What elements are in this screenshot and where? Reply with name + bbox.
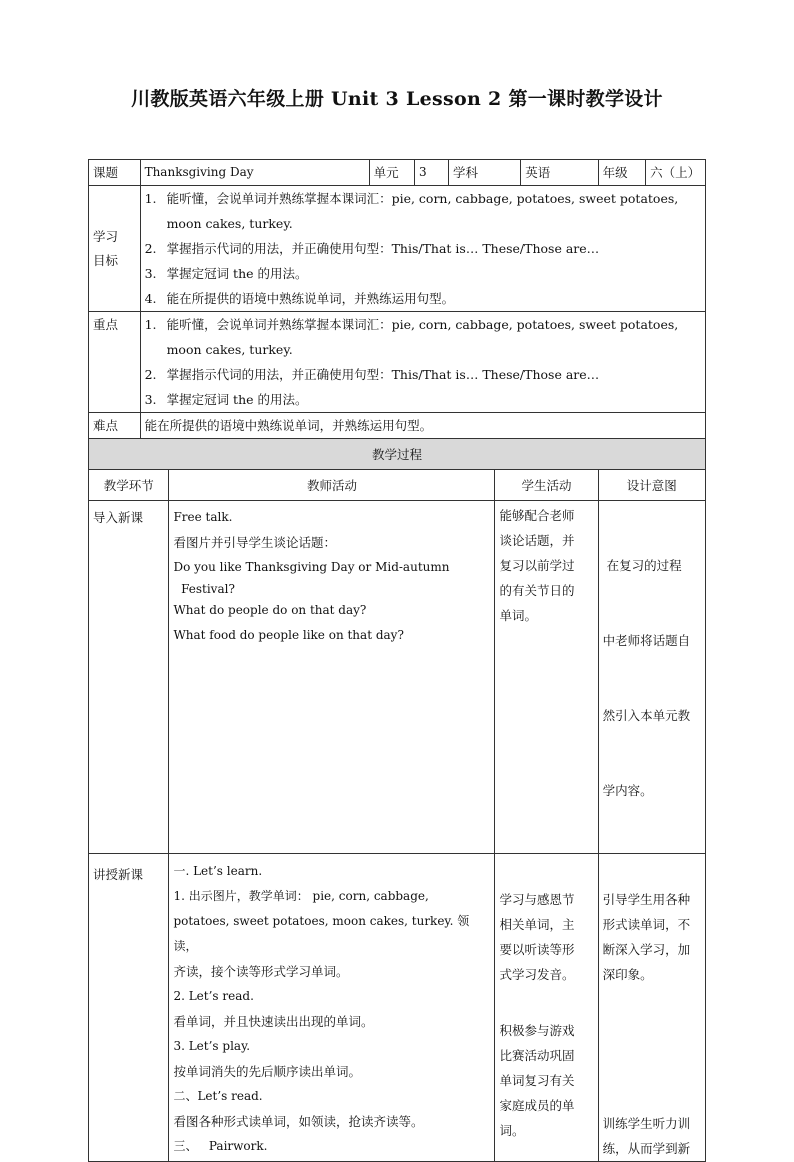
key-point-item-1: 1. 能听懂，会说单词并熟练掌握本课词汇：pie, corn, cabbage, potatoes, sweet potatoes, bbox=[145, 312, 701, 337]
unit-value: 3 bbox=[415, 160, 449, 186]
new-intent-line: 练，从而学到新 bbox=[602, 1141, 691, 1156]
new-teacher-line: 三、 Pairwork. bbox=[173, 1139, 268, 1153]
new-intent-line: 训练学生听力训 bbox=[602, 1116, 691, 1131]
new-student-line: 相关单词，主 bbox=[499, 917, 575, 932]
col-intent-header: 设计意图 bbox=[598, 470, 705, 501]
objective-item-3: 3. 掌握定冠词 the 的用法。 bbox=[145, 261, 701, 286]
new-teacher-line: 看图各种形式读单词，如领读，抢读齐读等。 bbox=[173, 1114, 424, 1129]
key-point-item-1-cont: moon cakes, turkey. bbox=[166, 342, 293, 357]
new-student-line: 词。 bbox=[499, 1123, 525, 1138]
objective-num: 4. bbox=[144, 291, 157, 306]
objective-item-4: 4. 能在所提供的语境中熟练说单词，并熟练运用句型。 bbox=[145, 286, 701, 311]
new-teacher-line: 看单词，并且快速读出出现的单词。 bbox=[173, 1014, 374, 1029]
new-teacher-line: 一. Let’s learn. bbox=[173, 864, 263, 878]
intro-student bbox=[495, 501, 598, 854]
intro-teacher-line: 看图片并引导学生谈论话题： bbox=[173, 535, 336, 550]
key-points-row bbox=[89, 312, 706, 413]
key-point-num: 1. bbox=[144, 317, 157, 332]
key-point-num: 2. bbox=[144, 367, 157, 382]
process-section-title: 教学过程 bbox=[89, 439, 706, 470]
intro-student-line: 能够配合老师 bbox=[499, 508, 575, 523]
key-point-item-3: 3. 掌握定冠词 the 的用法。 bbox=[145, 387, 701, 412]
new-teacher-line: potatoes, sweet potatoes, moon cakes, turkey. 领读， bbox=[173, 914, 470, 953]
new-student-line: 比赛活动巩固 bbox=[499, 1048, 575, 1063]
lesson-plan-table bbox=[88, 159, 706, 1162]
new-student bbox=[495, 854, 598, 1162]
key-point-num: 3. bbox=[144, 392, 157, 407]
col-student-header: 学生活动 bbox=[495, 470, 598, 501]
objective-item-1-cont: moon cakes, turkey. bbox=[166, 216, 293, 231]
topic-value: Thanksgiving Day bbox=[140, 160, 369, 186]
key-points-label: 重点 bbox=[89, 312, 141, 413]
process-section-row bbox=[89, 439, 706, 470]
intro-student-line: 的有关节日的 bbox=[499, 583, 575, 598]
col-stage-header: 教学环节 bbox=[89, 470, 169, 501]
grade-label: 年级 bbox=[598, 160, 645, 186]
intro-teacher-line: What food do people like on that day? bbox=[173, 628, 404, 642]
objective-item-1: 1. 能听懂，会说单词并熟练掌握本课词汇：pie, corn, cabbage, potatoes, sweet potatoes, bbox=[145, 186, 701, 211]
subject-value: 英语 bbox=[521, 160, 598, 186]
intro-intent bbox=[598, 501, 705, 854]
col-teacher-header: 教师活动 bbox=[169, 470, 495, 501]
new-stage: 讲授新课 bbox=[89, 854, 169, 1162]
page-title: 川教版英语六年级上册 Unit 3 Lesson 2 第一课时教学设计 bbox=[131, 88, 663, 110]
new-teacher-line: 2. Let’s read. bbox=[173, 989, 254, 1003]
intro-intent-line: 然引入本单元教 bbox=[602, 708, 691, 723]
objective-num: 2. bbox=[144, 241, 157, 256]
intro-teacher-line: Do you like Thanksgiving Day or Mid-autumn bbox=[173, 560, 450, 574]
difficulty-row bbox=[89, 413, 706, 439]
new-student-line: 单词复习有关 bbox=[499, 1073, 575, 1088]
grade-value: 六（上） bbox=[646, 160, 706, 186]
intro-intent-line: 学内容。 bbox=[602, 783, 653, 798]
new-teacher-line: 齐读，接个读等形式学习单词。 bbox=[173, 964, 349, 979]
new-intent-line: 深印象。 bbox=[602, 967, 653, 982]
intro-teacher bbox=[169, 501, 495, 854]
new-teacher bbox=[169, 854, 495, 1162]
intro-student-line: 谈论话题，并 bbox=[499, 533, 575, 548]
intro-student-line: 单词。 bbox=[499, 608, 537, 623]
intro-student-line: 复习以前学过 bbox=[499, 558, 575, 573]
header-row bbox=[89, 160, 706, 186]
new-teacher-line: 3. Let’s play. bbox=[173, 1039, 251, 1053]
new-student-line: 家庭成员的单 bbox=[499, 1098, 575, 1113]
objective-num: 1. bbox=[144, 191, 157, 206]
objective-num: 3. bbox=[144, 266, 157, 281]
new-teacher-line: 按单词消失的先后顺序读出单词。 bbox=[173, 1064, 361, 1079]
new-student-line: 学习与感恩节 bbox=[499, 892, 575, 907]
intro-teacher-line: Free talk. bbox=[173, 510, 233, 524]
difficulty-label: 难点 bbox=[89, 413, 141, 439]
process-header-row bbox=[89, 470, 706, 501]
key-point-item-2: 2. 掌握指示代词的用法，并正确使用句型：This/That is… These/Those are… bbox=[145, 362, 701, 387]
difficulty-text: 能在所提供的语境中熟练说单词，并熟练运用句型。 bbox=[140, 413, 705, 439]
new-intent-line: 断深入学习，加 bbox=[602, 942, 691, 957]
objectives-label-line1: 学习 bbox=[93, 228, 119, 244]
intro-intent-line: 中老师将话题自 bbox=[602, 633, 691, 648]
key-points-content bbox=[140, 312, 705, 413]
objectives-label bbox=[89, 186, 141, 312]
new-lesson-row bbox=[89, 854, 706, 1162]
objectives-label-line2: 目标 bbox=[93, 252, 119, 268]
intro-teacher-line: What do people do on that day? bbox=[173, 603, 367, 617]
intro-intent-line: 在复习的过程 bbox=[602, 558, 682, 573]
topic-label: 课题 bbox=[89, 160, 141, 186]
intro-teacher-line: Festival? bbox=[173, 582, 235, 596]
objectives-row bbox=[89, 186, 706, 312]
new-student-line: 式学习发音。 bbox=[499, 967, 575, 982]
intro-row bbox=[89, 501, 706, 854]
new-teacher-line: 二、Let’s read. bbox=[173, 1089, 263, 1103]
new-intent-line: 形式读单词，不 bbox=[602, 917, 691, 932]
objectives-content bbox=[140, 186, 705, 312]
new-student-line: 积极参与游戏 bbox=[499, 1023, 575, 1038]
objective-item-2: 2. 掌握指示代词的用法，并正确使用句型：This/That is… These/Those are… bbox=[145, 236, 701, 261]
new-intent bbox=[598, 854, 705, 1162]
unit-label: 单元 bbox=[369, 160, 414, 186]
new-intent-line: 引导学生用各种 bbox=[602, 892, 691, 907]
subject-label: 学科 bbox=[449, 160, 521, 186]
intro-stage: 导入新课 bbox=[89, 501, 169, 854]
new-teacher-line: 1. 出示图片，教学单词： pie, corn, cabbage, bbox=[173, 889, 429, 903]
new-student-line: 要以听读等形 bbox=[499, 942, 575, 957]
